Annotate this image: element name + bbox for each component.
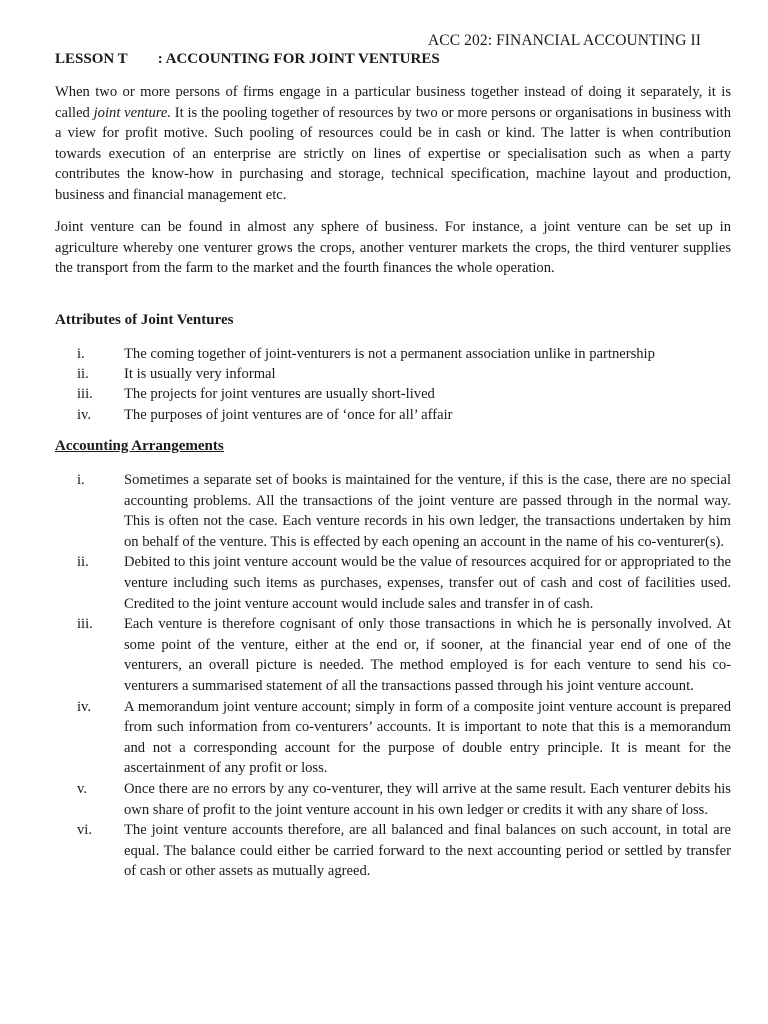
lesson-topic: : ACCOUNTING FOR JOINT VENTURES <box>157 51 440 67</box>
item-number: iii. <box>77 386 93 403</box>
item-number: i. <box>77 346 85 362</box>
item-text: It is usually very informal <box>124 366 276 383</box>
item-text: The purposes of joint ventures are of ‘once for all’ affair <box>124 406 453 423</box>
intro-paragraph-2: Joint venture can be found in almost any sphere of business. For instance, a joint venture can be set up in agriculture whereby one venturer grows the crops, another venturer markets the crops, the third venturer supplies the transport from the farm to the market and the fourth finances the whole operation. <box>55 219 731 277</box>
item-number: ii. <box>77 554 89 571</box>
lesson-title <box>55 51 440 68</box>
item-number: vi. <box>77 822 92 839</box>
item-text: Sometimes a separate set of books is maintained for the venture, if this is the case, there are no special accounting problems. All the transactions of the joint venture are passed through in the normal way. This is often not the case. Each venture records in his own ledger, the transactions undertaken by him on behalf of the venture. This is effected by each opening an account in the name of his co-venturer(s). <box>124 472 731 550</box>
attributes-heading: Attributes of Joint Ventures <box>55 312 234 328</box>
item-number: v. <box>77 780 87 797</box>
list-item <box>55 384 731 404</box>
item-number: iv. <box>77 406 92 423</box>
joint-venture-term: joint venture. <box>93 104 172 121</box>
item-text: Debited to this joint venture account would be the value of resources acquired for or appropriated to the venture including such items as purchases, expenses, transfer out of cash and cost of facilities used. Credited to the joint venture account would include sales and transfer in of cash. <box>124 554 731 612</box>
attributes-list <box>55 344 731 425</box>
list-item <box>55 697 731 779</box>
item-number: iv. <box>77 698 92 715</box>
item-text: Once there are no errors by any co-venturer, they will arrive at the same result. Each venturer debits his own share of profit to the joint venture account in his own ledger or credits it with any share of loss. <box>124 780 731 818</box>
item-text: The joint venture accounts therefore, are all balanced and final balances on such account, in total are equal. The balance could either be carried forward to the next accounting period or settled by transfer of cash or other assets as mutually agreed. <box>124 822 731 880</box>
list-item <box>55 820 731 882</box>
accounting-heading: Accounting Arrangements <box>55 438 224 454</box>
list-item <box>55 364 731 384</box>
item-text: The coming together of joint-venturers is not a permanent association unlike in partnership <box>124 346 655 362</box>
list-item <box>55 405 731 425</box>
list-item <box>55 779 731 820</box>
intro-paragraph-1 <box>55 82 731 206</box>
course-header: ACC 202: FINANCIAL ACCOUNTING II <box>428 32 702 49</box>
list-item <box>55 470 731 552</box>
item-text: The projects for joint ventures are usually short-lived <box>124 386 435 403</box>
item-number: ii. <box>77 366 89 383</box>
intro-text-after: It is the pooling together of resources by two or more persons or organisations in business with a view for profit motive. Such pooling of resources could be in cash or kind. The latter is when contribution towards execution of an enterprise are strictly on lines of expertise or specialisation such as when a party contributes the know-how in purchasing and storage, technical specification, machine layout and production, business and financial management etc. <box>55 104 731 203</box>
list-item <box>55 344 731 364</box>
lesson-label: LESSON T <box>55 51 128 67</box>
list-item <box>55 552 731 614</box>
item-number: iii. <box>77 616 93 633</box>
accounting-list <box>55 470 731 882</box>
item-text: A memorandum joint venture account; simply in form of a composite joint venture account is prepared from such information from co-venturers’ accounts. It is important to note that this is a memorandum and not a corresponding account for the purpose of double entry principle. It is meant for the ascertainment of any profit or loss. <box>124 698 731 777</box>
intro-text-before: When two or more persons of firms engage in a particular business together instead of doing it separately, it is called <box>55 84 731 121</box>
item-number: i. <box>77 472 85 488</box>
list-item <box>55 614 731 696</box>
item-text: Each venture is therefore cognisant of only those transactions in which he is personally involved. At some point of the venture, either at the end or, if sooner, at the financial year end of one of the venturers, an overall picture is needed. The method employed is for each venture to send his co-venturers a summarised statement of all the transactions passed through his joint venture account. <box>124 616 731 694</box>
